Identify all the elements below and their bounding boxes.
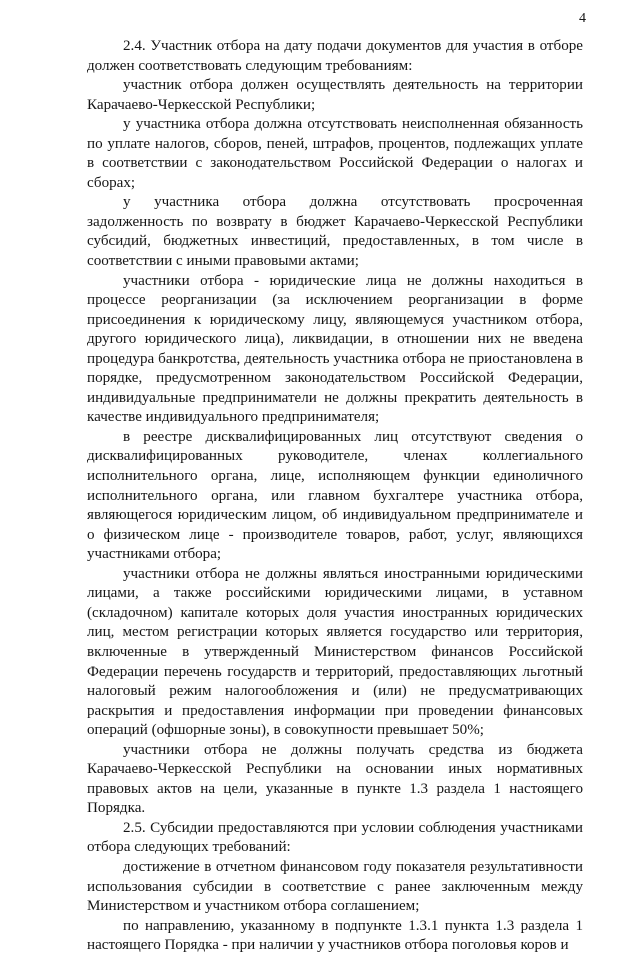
- paragraph-2-5-intro: 2.5. Субсидии предоставляются при условии соблюдения участниками отбора следующих требований:: [87, 819, 583, 856]
- requirement-not-foreign-entity: участники отбора не должны являться иностранными юридическими лицами, а также российскими юридическими лицами, в уставном (складочном) капитале которых доля участия иностранных юридических лиц, местом регистрации которых является государство или территория, включенные в утвержденный Министерством финансов Российской Федерации перечень государств и территорий, предоставляющих льготный налоговый режим налогообложения и (или) не предусматривающих раскрытия и предоставления информации при проведении финансовых операций (офшорные зоны), в совокупности превышает 50%;: [87, 565, 583, 739]
- requirement-no-other-budget-funds: участники отбора не должны получать средства из бюджета Карачаево-Черкесской Республики на основании иных нормативных правовых актов на цели, указанные в пункте 1.3 раздела 1 настоящего Порядка.: [87, 741, 583, 817]
- requirement-no-reorganization: участники отбора - юридические лица не должны находиться в процессе реорганизации (за исключением реорганизации в форме присоединения к юридическому лицу, являющемуся участником отбора, другого юридического лица), ликвидации, в отношении них не введена процедура банкротства, деятельность участника отбора не приостановлена в порядке, предусмотренном законодательством Российской Федерации, индивидуальные предприниматели не должны прекратить деятельность в качестве индивидуального предпринимателя;: [87, 272, 583, 426]
- page-number: 4: [579, 11, 586, 26]
- condition-performance-indicator: достижение в отчетном финансовом году показателя результативности использования субсидии в соответствие с ранее заключенным между Министерством и участником отбора соглашением;: [87, 858, 583, 915]
- requirement-territory: участник отбора должен осуществлять деятельность на территории Карачаево-Черкесской Республики;: [87, 77, 583, 113]
- condition-direction-1-3-1: по направлению, указанному в подпункте 1.3.1 пункта 1.3 раздела 1 настоящего Порядка - при наличии у участников отбора поголовья коров и: [87, 917, 583, 954]
- document-body: [87, 37, 583, 956]
- requirement-disqualified-registry: в реестре дисквалифицированных лиц отсутствуют сведения о дисквалифицированных руководителе, членах коллегиального исполнительного органа, лице, исполняющем функции единоличного исполнительного органа, или главном бухгалтере участника отбора, являющегося юридическим лицом, об индивидуальном предпринимателе и о физическом лице - производителе товаров, работ, услуг, являющихся участниками отбора;: [87, 428, 583, 563]
- requirement-no-overdue-debt: у участника отбора должна отсутствовать просроченная задолженность по возврату в бюджет Карачаево-Черкесской Республики субсидий, бюджетных инвестиций, предоставленных, в том числе в соответствии с иными правовыми актами;: [87, 194, 583, 270]
- requirement-no-tax-debt: у участника отбора должна отсутствовать неисполненная обязанность по уплате налогов, сборов, пеней, штрафов, процентов, подлежащих уплате в соответствии с законодательством Российской Федерации о налогах и сборах;: [87, 116, 583, 191]
- paragraph-2-4-intro: 2.4. Участник отбора на дату подачи документов для участия в отборе должен соответствовать следующим требованиям:: [87, 38, 583, 74]
